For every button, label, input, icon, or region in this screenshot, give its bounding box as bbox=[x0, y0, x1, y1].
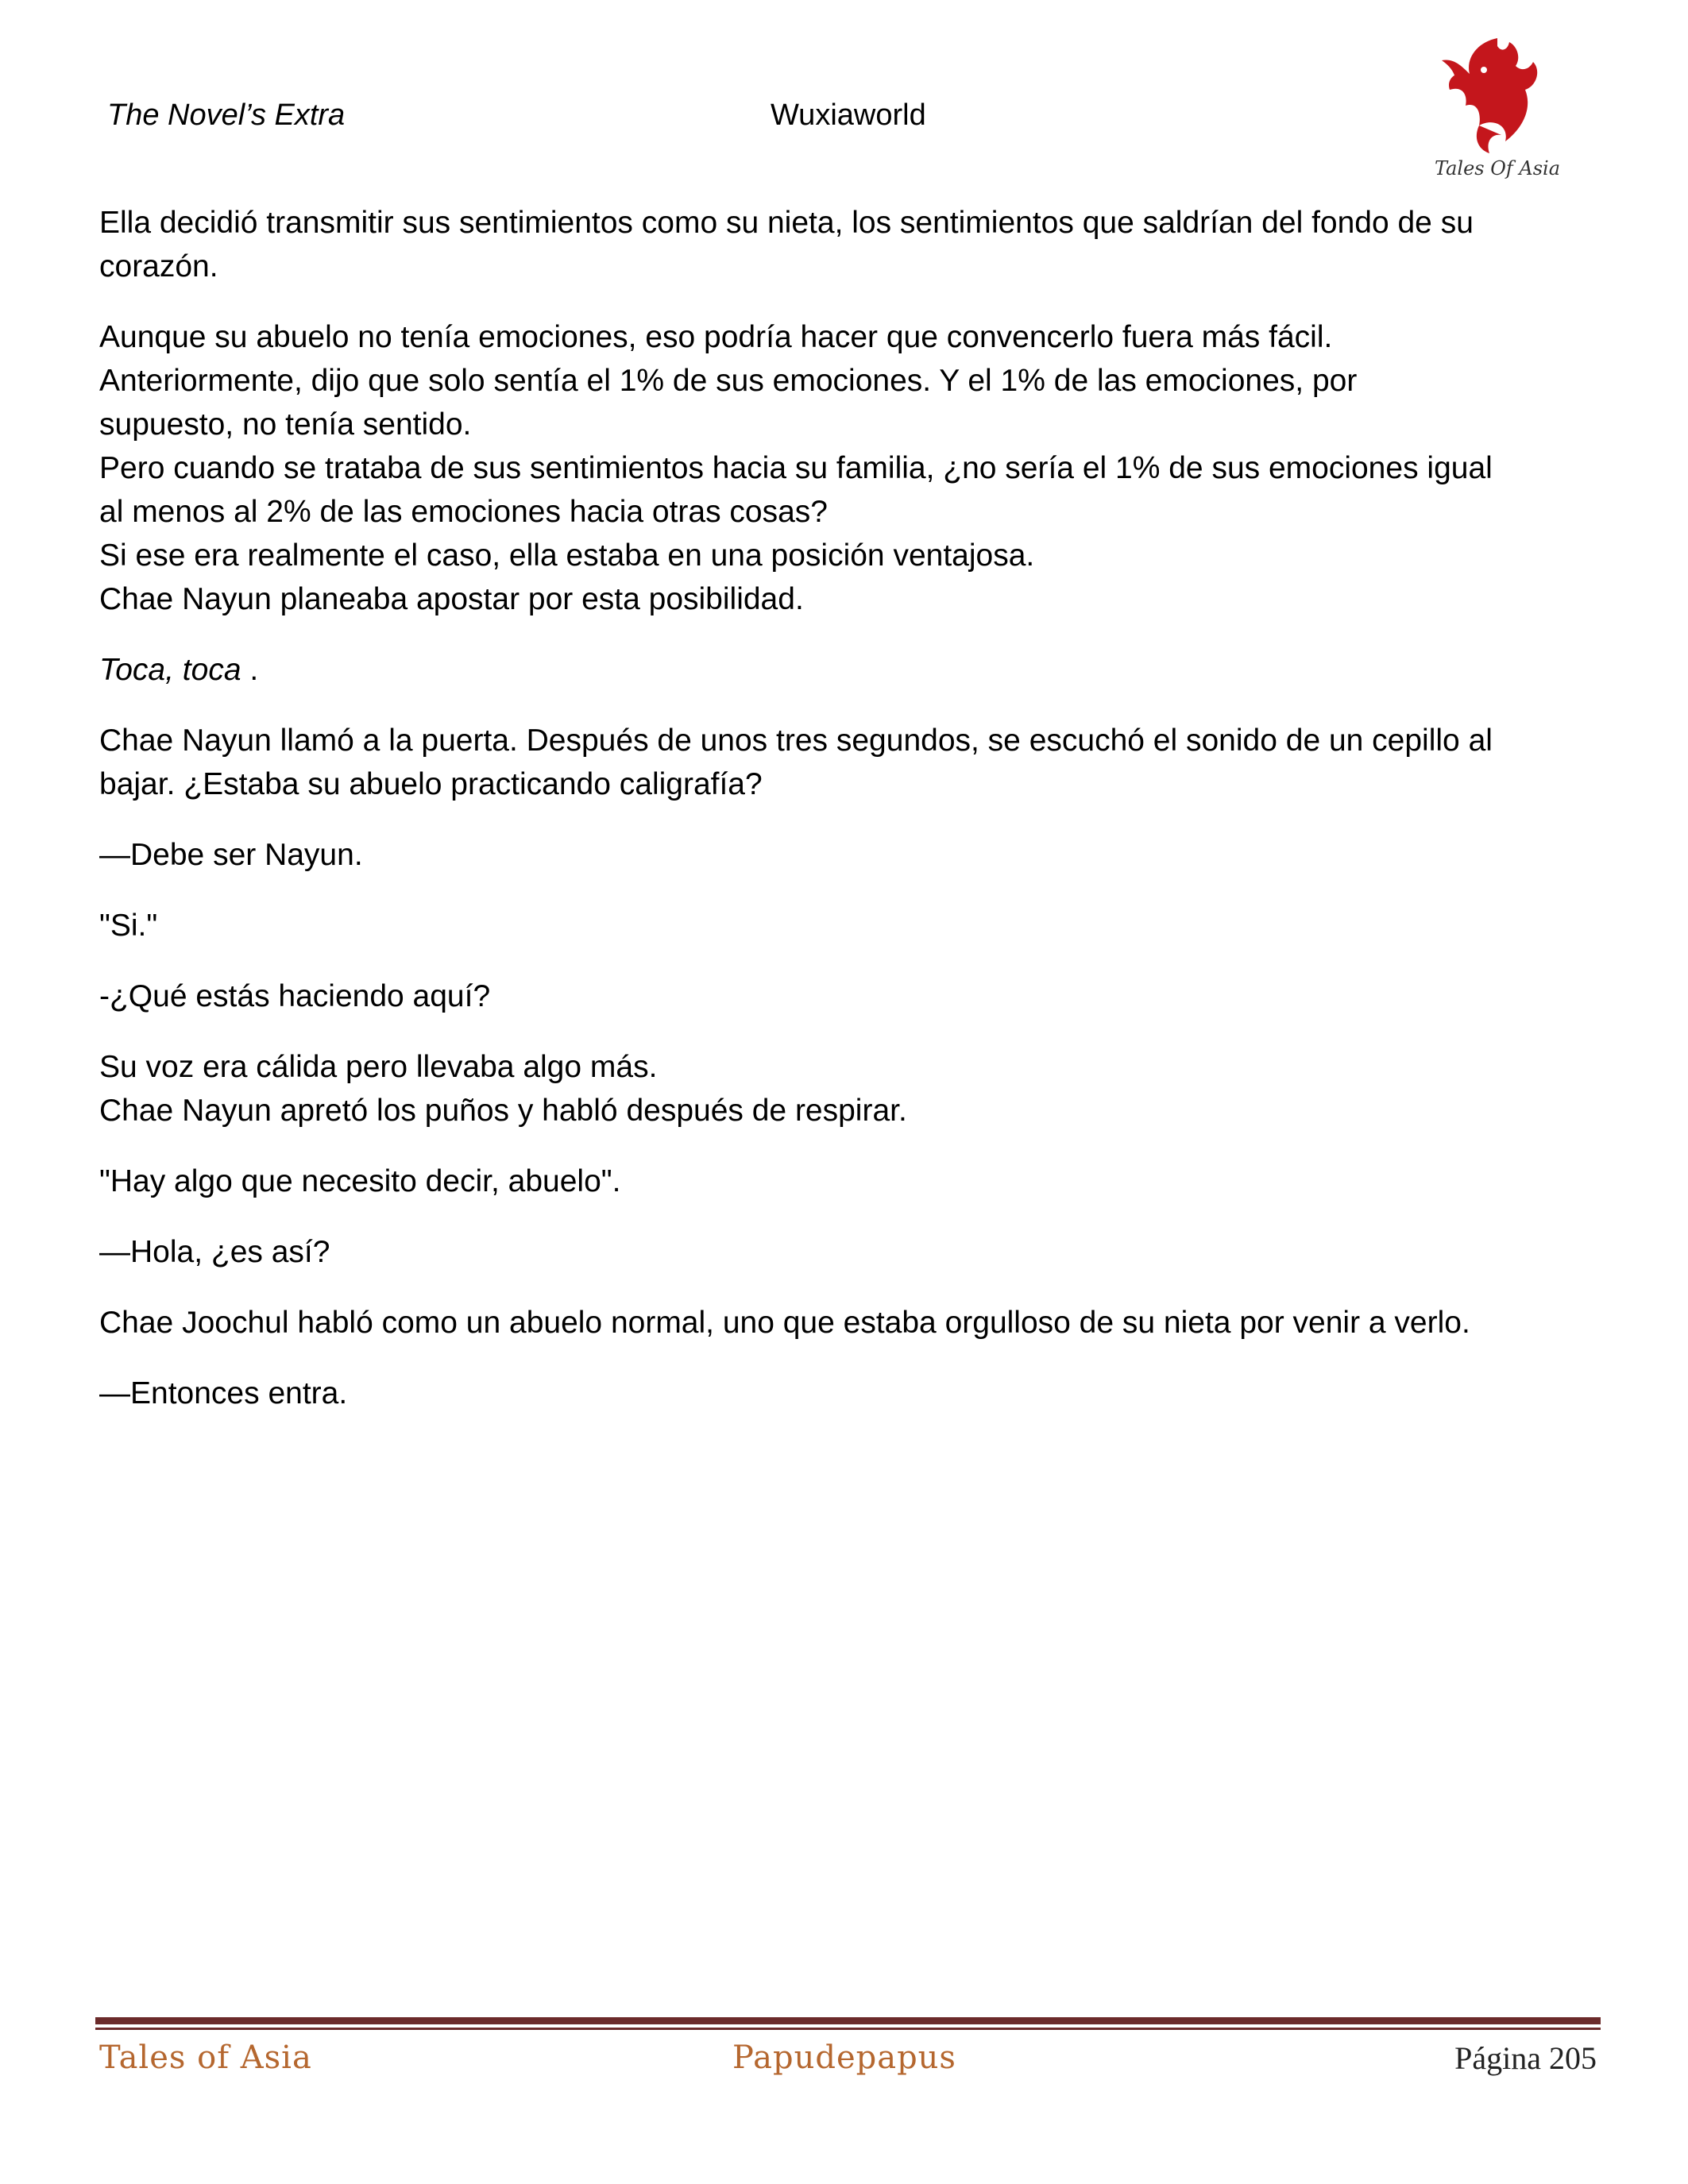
text-line: Anteriormente, dijo que solo sentía el 1% de sus emociones. Y el 1% de las emociones, por bbox=[99, 364, 1358, 398]
paragraph-5: —Debe ser Nayun. bbox=[99, 838, 363, 872]
paragraph-2 bbox=[99, 315, 1597, 621]
text-line: supuesto, no tenía sentido. bbox=[99, 407, 472, 442]
paragraph-1 bbox=[99, 201, 1597, 288]
tales-of-asia-logo bbox=[1422, 22, 1565, 189]
text-line: Pero cuando se trataba de sus sentimientos hacia su familia, ¿no sería el 1% de sus emociones igual bbox=[99, 451, 1493, 485]
logo-text: Tales Of Asia bbox=[1434, 157, 1561, 179]
text-line: al menos al 2% de las emociones hacia otras cosas? bbox=[99, 495, 828, 529]
paragraph-6: "Si." bbox=[99, 909, 158, 943]
paragraph-9: "Hay algo que necesito decir, abuelo". bbox=[99, 1164, 621, 1198]
paragraph-4 bbox=[99, 719, 1597, 806]
paragraph-11: Chae Joochul habló como un abuelo normal, uno que estaba orgulloso de su nieta por venir a verlo. bbox=[99, 1306, 1470, 1340]
paragraph-12: —Entonces entra. bbox=[99, 1376, 348, 1410]
paragraph-8 bbox=[99, 1045, 1597, 1133]
page-number: Página 205 bbox=[1454, 2040, 1597, 2076]
italic-text: Toca, toca bbox=[99, 653, 241, 687]
text-line: Su voz era cálida pero llevaba algo más. bbox=[99, 1050, 658, 1084]
footer-translator: Papudepapus bbox=[732, 2039, 956, 2076]
paragraph-3 bbox=[99, 648, 1597, 692]
text-line: Ella decidió transmitir sus sentimientos como su nieta, los sentimientos que saldrían del fondo de su bbox=[99, 206, 1474, 240]
chapter-body bbox=[99, 201, 1597, 1442]
text-line: . bbox=[241, 653, 259, 687]
text-line: bajar. ¿Estaba su abuelo practicando caligrafía? bbox=[99, 767, 763, 801]
book-title: The Novel’s Extra bbox=[107, 98, 346, 132]
text-line: Si ese era realmente el caso, ella estaba en una posición ventajosa. bbox=[99, 538, 1035, 573]
paragraph-7: -¿Qué estás haciendo aquí? bbox=[99, 979, 491, 1013]
text-line: Aunque su abuelo no tenía emociones, eso podría hacer que convencerlo fuera más fácil. bbox=[99, 320, 1333, 354]
text-line: corazón. bbox=[99, 249, 218, 284]
source-name: Wuxiaworld bbox=[771, 98, 926, 132]
text-line: Chae Nayun planeaba apostar por esta posibilidad. bbox=[99, 582, 804, 616]
text-line: Chae Nayun llamó a la puerta. Después de unos tres segundos, se escuchó el sonido de un cepillo al bbox=[99, 723, 1493, 758]
paragraph-10: —Hola, ¿es así? bbox=[99, 1235, 330, 1269]
footer-divider-thin bbox=[95, 2028, 1601, 2030]
text-line: Chae Nayun apretó los puños y habló después de respirar. bbox=[99, 1094, 907, 1128]
footer-divider-thick bbox=[95, 2017, 1601, 2024]
footer-site-name: Tales of Asia bbox=[99, 2039, 312, 2076]
